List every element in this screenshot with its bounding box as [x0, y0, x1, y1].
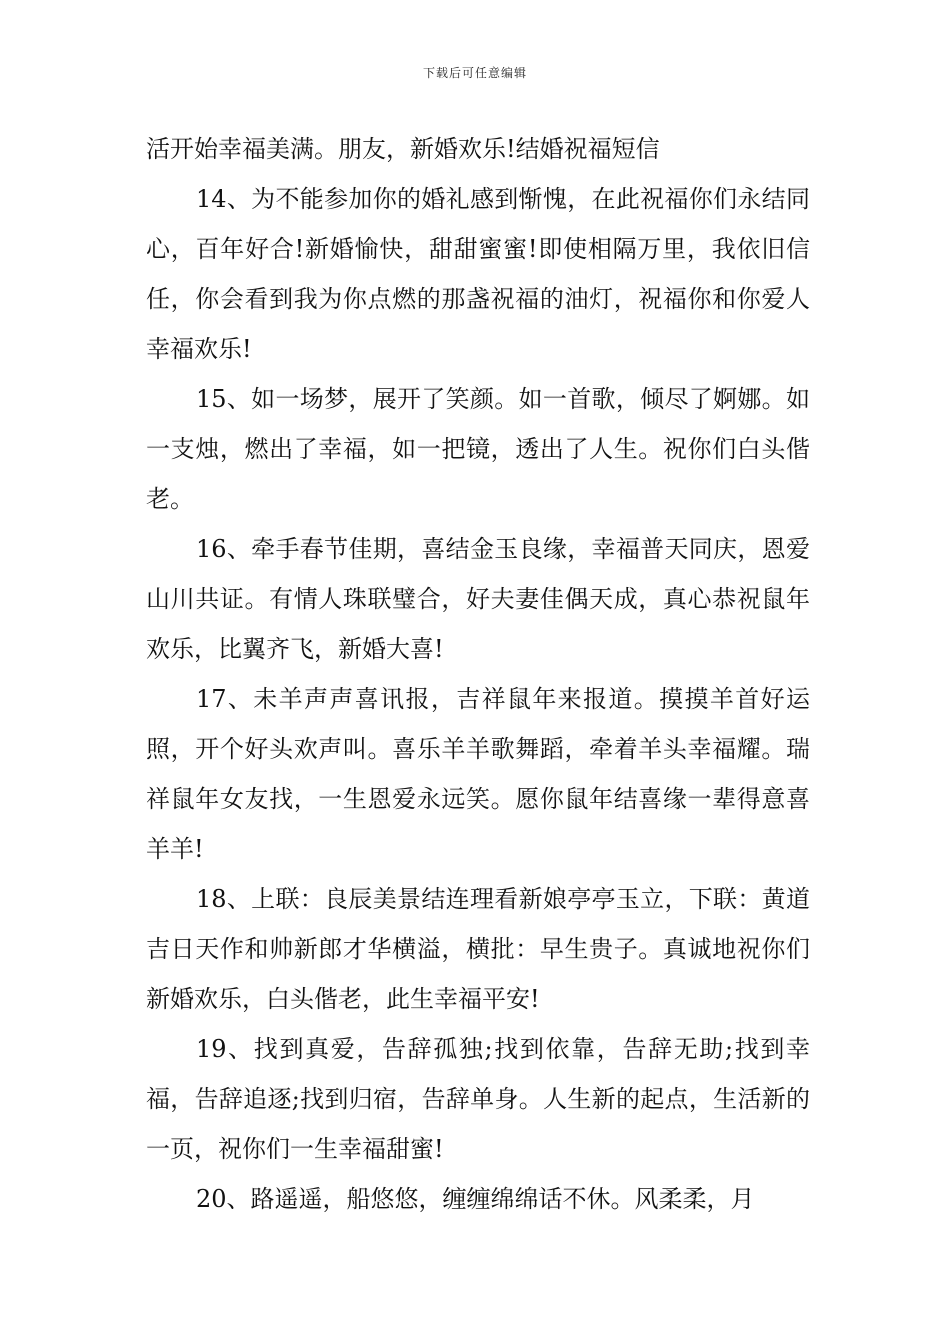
- paragraph-14: 14、为不能参加你的婚礼感到惭愧，在此祝福你们永结同心，百年好合!新婚愉快，甜甜蜜蜜!即使相隔万里，我依旧信任，你会看到我为你点燃的那盏祝福的油灯，祝福你和你爱人幸福欢乐!: [146, 185, 810, 363]
- paragraph-18: 18、上联：良辰美景结连理看新娘亭亭玉立，下联：黄道吉日天作和帅新郎才华横溢，横批：早生贵子。真诚地祝你们新婚欢乐，白头偕老，此生幸福平安!: [146, 885, 810, 1013]
- paragraph-16: 16、牵手春节佳期，喜结金玉良缘，幸福普天同庆，恩爱山川共证。有情人珠联璧合，好夫妻佳偶天成，真心恭祝鼠年欢乐，比翼齐飞，新婚大喜!: [146, 535, 810, 663]
- paragraph-19: 19、找到真爱，告辞孤独;找到依靠，告辞无助;找到幸福，告辞追逐;找到归宿，告辞单身。人生新的起点，生活新的一页，祝你们一生幸福甜蜜!: [146, 1035, 810, 1163]
- paragraph-15: 15、如一场梦，展开了笑颜。如一首歌，倾尽了婀娜。如一支烛，燃出了幸福，如一把镜，透出了人生。祝你们白头偕老。: [146, 385, 810, 513]
- document-body: [146, 124, 810, 1224]
- paragraph-17: 17、未羊声声喜讯报，吉祥鼠年来报道。摸摸羊首好运照，开个好头欢声叫。喜乐羊羊歌舞蹈，牵着羊头幸福耀。瑞祥鼠年女友找，一生恩爱永远笑。愿你鼠年结喜缘一辈得意喜羊羊!: [146, 685, 810, 863]
- page-header: 下载后可任意编辑: [422, 66, 527, 80]
- paragraph-continuation: 活开始幸福美满。朋友，新婚欢乐!结婚祝福短信: [146, 135, 660, 163]
- paragraph-20: 20、路遥遥，船悠悠，缠缠绵绵话不休。风柔柔，月: [196, 1185, 755, 1213]
